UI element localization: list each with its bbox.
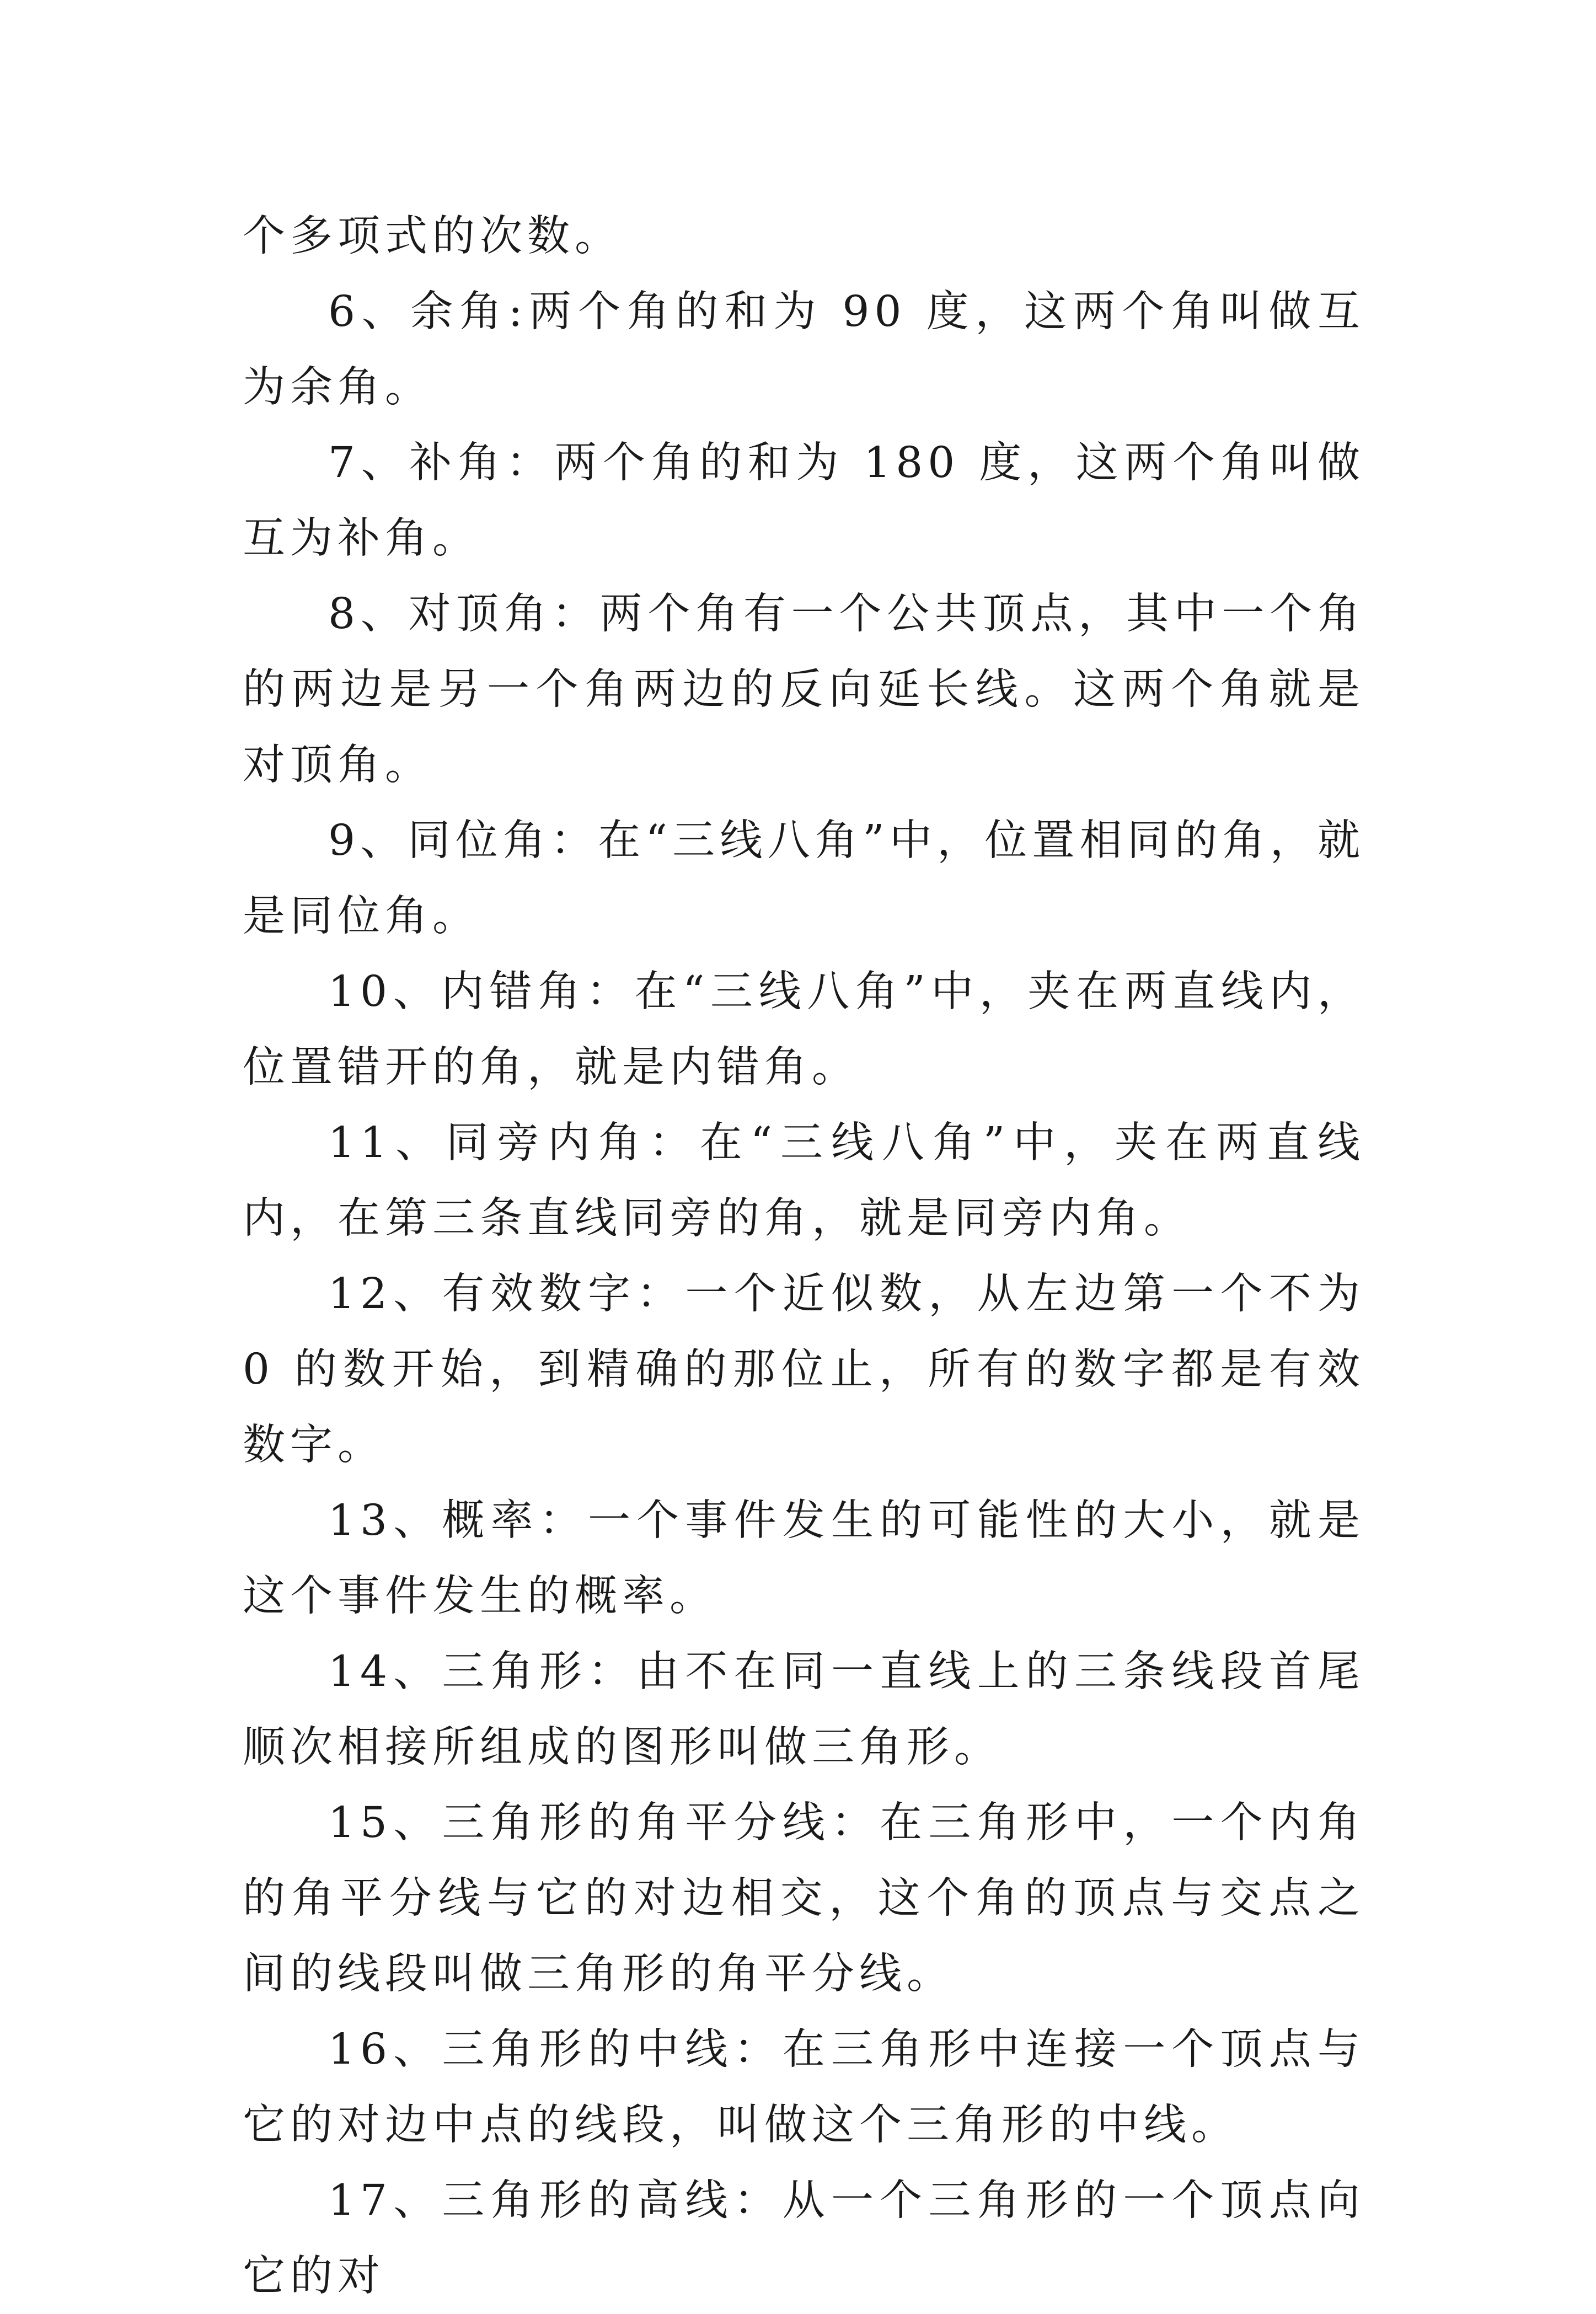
paragraph-probability: 13、概率：一个事件发生的可能性的大小，就是这个事件发生的概率。 <box>243 1496 1365 1621</box>
paragraph-complementary-angle: 6、余角:两个角的和为 90 度，这两个角叫做互为余角。 <box>243 287 1365 412</box>
paragraph-vertical-angles: 8、对顶角：两个角有一个公共顶点，其中一个角的两边是另一个角两边的反向延长线。这两个角就是对顶角。 <box>243 590 1365 790</box>
paragraph-altitude: 17、三角形的高线：从一个三角形的一个顶点向它的对 <box>243 2176 1365 2301</box>
document-body <box>243 199 1365 2314</box>
paragraph-same-side-interior-angles: 11、同旁内角：在“三线八角”中，夹在两直线内，在第三条直线同旁的角，就是同旁内角。 <box>243 1118 1365 1243</box>
paragraph-angle-bisector: 15、三角形的角平分线：在三角形中，一个内角的角平分线与它的对边相交，这个角的顶点与交点之间的线段叫做三角形的角平分线。 <box>243 1798 1365 1999</box>
paragraph-significant-figures: 12、有效数字：一个近似数，从左边第一个不为 0 的数开始，到精确的那位止，所有的数字都是有效数字。 <box>243 1270 1365 1470</box>
paragraph-triangle: 14、三角形：由不在同一直线上的三条线段首尾顺次相接所组成的图形叫做三角形。 <box>243 1647 1365 1772</box>
paragraph-supplementary-angle: 7、补角：两个角的和为 180 度，这两个角叫做互为补角。 <box>243 438 1365 563</box>
paragraph-corresponding-angles: 9、同位角：在“三线八角”中，位置相同的角，就是同位角。 <box>243 816 1365 941</box>
paragraph-alternate-interior-angles: 10、内错角：在“三线八角”中，夹在两直线内，位置错开的角，就是内错角。 <box>243 967 1365 1092</box>
paragraph-continuation: 个多项式的次数。 <box>243 212 622 261</box>
paragraph-median: 16、三角形的中线：在三角形中连接一个顶点与它的对边中点的线段，叫做这个三角形的中线。 <box>243 2025 1365 2150</box>
